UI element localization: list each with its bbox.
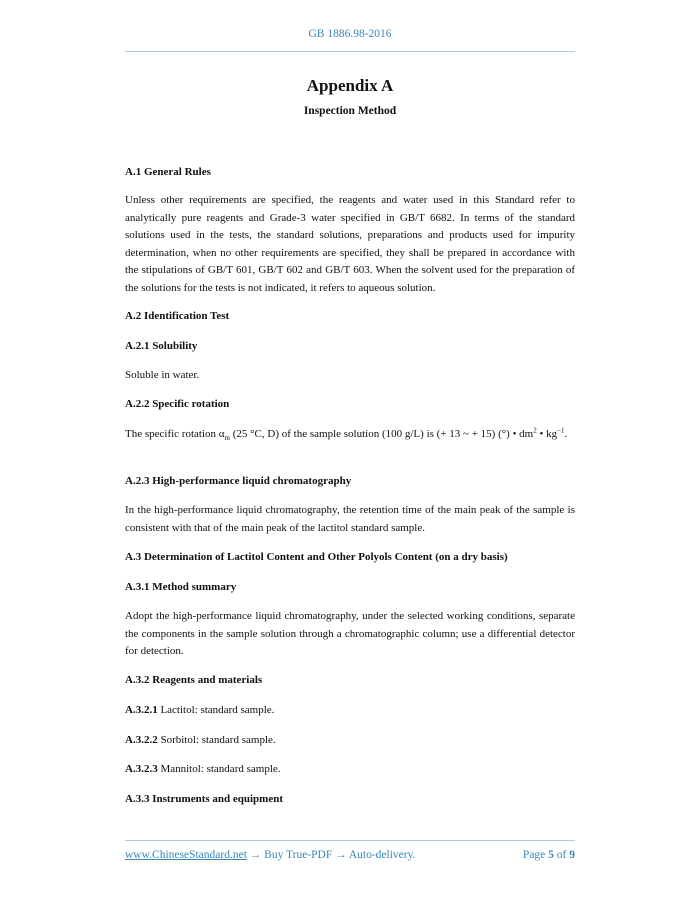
item-number: A.3.2.1 — [125, 704, 158, 716]
footer-website-link[interactable]: www.ChineseStandard.net — [125, 849, 247, 861]
heading-a3: A.3 Determination of Lactitol Content and Other Polyols Content (on a dry basis) — [125, 551, 508, 563]
paragraph-a21: Soluble in water. — [125, 369, 200, 381]
footer-rule — [125, 840, 575, 841]
heading-a31: A.3.1 Method summary — [125, 581, 237, 593]
paragraph-a23: In the high-performance liquid chromatography, the retention time of the main peak of the sample is consistent with that of the main peak of the lactitol standard sample. — [125, 504, 575, 534]
heading-a21: A.2.1 Solubility — [125, 340, 198, 352]
item-a321 — [125, 702, 575, 720]
footer — [125, 849, 575, 861]
heading-a1: A.1 General Rules — [125, 166, 211, 178]
page-number: 5 — [548, 849, 554, 861]
page-indicator — [523, 849, 575, 861]
item-a323 — [125, 761, 575, 779]
header-doc-code: GB 1886.98-2016 — [308, 28, 392, 40]
text: • kg — [536, 428, 558, 440]
item-text: Mannitol: standard sample. — [157, 763, 281, 775]
heading-a22: A.2.2 Specific rotation — [125, 398, 230, 410]
text: . — [564, 428, 568, 440]
heading-a33: A.3.3 Instruments and equipment — [125, 793, 283, 805]
item-text: Lactitol: standard sample. — [157, 704, 275, 716]
item-text: Sorbitol: standard sample. — [157, 734, 276, 746]
item-number: A.3.2.3 — [125, 763, 158, 775]
footer-promo-text: → Buy True-PDF → Auto-delivery. — [246, 849, 416, 861]
page-title: Appendix A — [306, 76, 394, 95]
heading-a2: A.2 Identification Test — [125, 310, 230, 322]
superscript: −1 — [557, 426, 565, 435]
page-of: of — [553, 849, 570, 861]
page-total: 9 — [569, 849, 575, 861]
page-subtitle: Inspection Method — [303, 105, 397, 117]
paragraph-a1: Unless other requirements are specified, the reagents and water used in this Standard refer to analytically pure reagents and Grade-3 water specified in GB/T 6682. In terms of the standard solutions used in the tests, the standard solutions, preparations and products used for impurity determination, when no other requirements are specified, they shall be prepared in accordance with the stipulations of GB/T 601, GB/T 602 and GB/T 603. When the solvent used for the preparation of the solutions for the tests is not indicated, it refers to aqueous solution. — [125, 194, 575, 294]
text: The specific rotation α — [125, 428, 225, 440]
header-rule — [125, 51, 575, 52]
subscript: m — [224, 434, 230, 443]
item-number: A.3.2.2 — [125, 734, 158, 746]
page-label: Page — [522, 849, 549, 861]
item-a322 — [125, 732, 575, 750]
paragraph-a31: Adopt the high-performance liquid chromatography, under the selected working conditions, separate the components in the sample solution through a chromatographic column; use a differential detector for detection. — [125, 610, 575, 658]
text: (25 °C, D) of the sample solution (100 g/L) is (+ 13 ~ + 15) (°) • dm — [230, 428, 534, 440]
heading-a23: A.2.3 High-performance liquid chromatography — [125, 475, 352, 487]
heading-a32: A.3.2 Reagents and materials — [125, 674, 263, 686]
superscript: 2 — [533, 426, 537, 435]
paragraph-a22 — [125, 426, 575, 448]
